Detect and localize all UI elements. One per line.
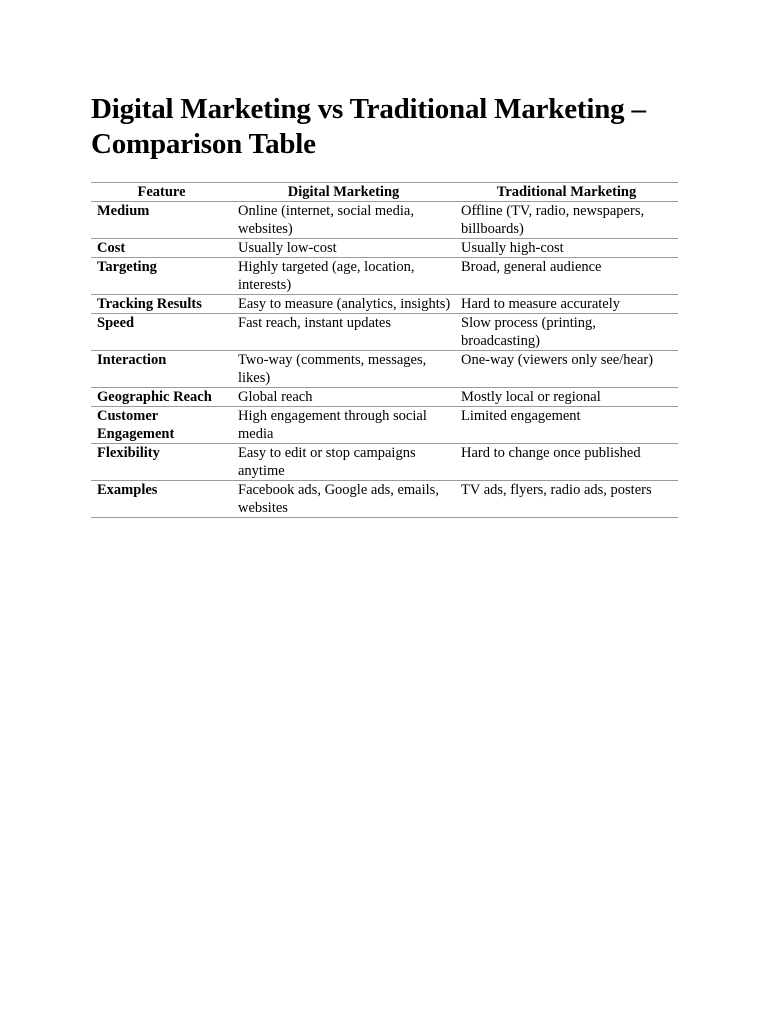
digital-cell: Easy to edit or stop campaigns anytime [232, 444, 455, 481]
traditional-cell: Hard to change once published [455, 444, 678, 481]
table-row [91, 202, 678, 239]
digital-cell: Online (internet, social media, websites) [232, 202, 455, 239]
table-row [91, 314, 678, 351]
table-row [91, 351, 678, 388]
document-title: Digital Marketing vs Traditional Marketing – Comparison Table [91, 93, 646, 160]
traditional-cell: Slow process (printing, broadcasting) [455, 314, 678, 351]
table-row [91, 258, 678, 295]
feature-cell: Flexibility [91, 444, 232, 481]
traditional-cell: Broad, general audience [455, 258, 678, 295]
table-row [91, 388, 678, 407]
feature-cell: Geographic Reach [91, 388, 232, 407]
feature-cell: Targeting [91, 258, 232, 295]
traditional-cell: One-way (viewers only see/hear) [455, 351, 678, 388]
feature-cell: Medium [91, 202, 232, 239]
feature-cell: Examples [91, 481, 232, 518]
digital-cell: Two-way (comments, messages, likes) [232, 351, 455, 388]
digital-cell: High engagement through social media [232, 407, 455, 444]
feature-cell: Interaction [91, 351, 232, 388]
feature-cell: Speed [91, 314, 232, 351]
document-page [91, 92, 678, 518]
comparison-table [91, 182, 678, 518]
traditional-cell: Usually high-cost [455, 239, 678, 258]
digital-cell: Global reach [232, 388, 455, 407]
digital-cell: Easy to measure (analytics, insights) [232, 295, 455, 314]
traditional-cell: Mostly local or regional [455, 388, 678, 407]
traditional-cell: Limited engagement [455, 407, 678, 444]
table-row [91, 444, 678, 481]
feature-cell: Cost [91, 239, 232, 258]
table-row [91, 239, 678, 258]
table-row [91, 295, 678, 314]
feature-cell: Customer Engagement [91, 407, 232, 444]
header-feature: Feature [91, 183, 232, 202]
traditional-cell: Offline (TV, radio, newspapers, billboards) [455, 202, 678, 239]
digital-cell: Highly targeted (age, location, interests) [232, 258, 455, 295]
table-row [91, 407, 678, 444]
header-digital-marketing: Digital Marketing [232, 183, 455, 202]
table-header-row [91, 183, 678, 202]
feature-cell: Tracking Results [91, 295, 232, 314]
traditional-cell: TV ads, flyers, radio ads, posters [455, 481, 678, 518]
traditional-cell: Hard to measure accurately [455, 295, 678, 314]
digital-cell: Fast reach, instant updates [232, 314, 455, 351]
table-row [91, 481, 678, 518]
header-traditional-marketing: Traditional Marketing [455, 183, 678, 202]
digital-cell: Facebook ads, Google ads, emails, websites [232, 481, 455, 518]
digital-cell: Usually low-cost [232, 239, 455, 258]
